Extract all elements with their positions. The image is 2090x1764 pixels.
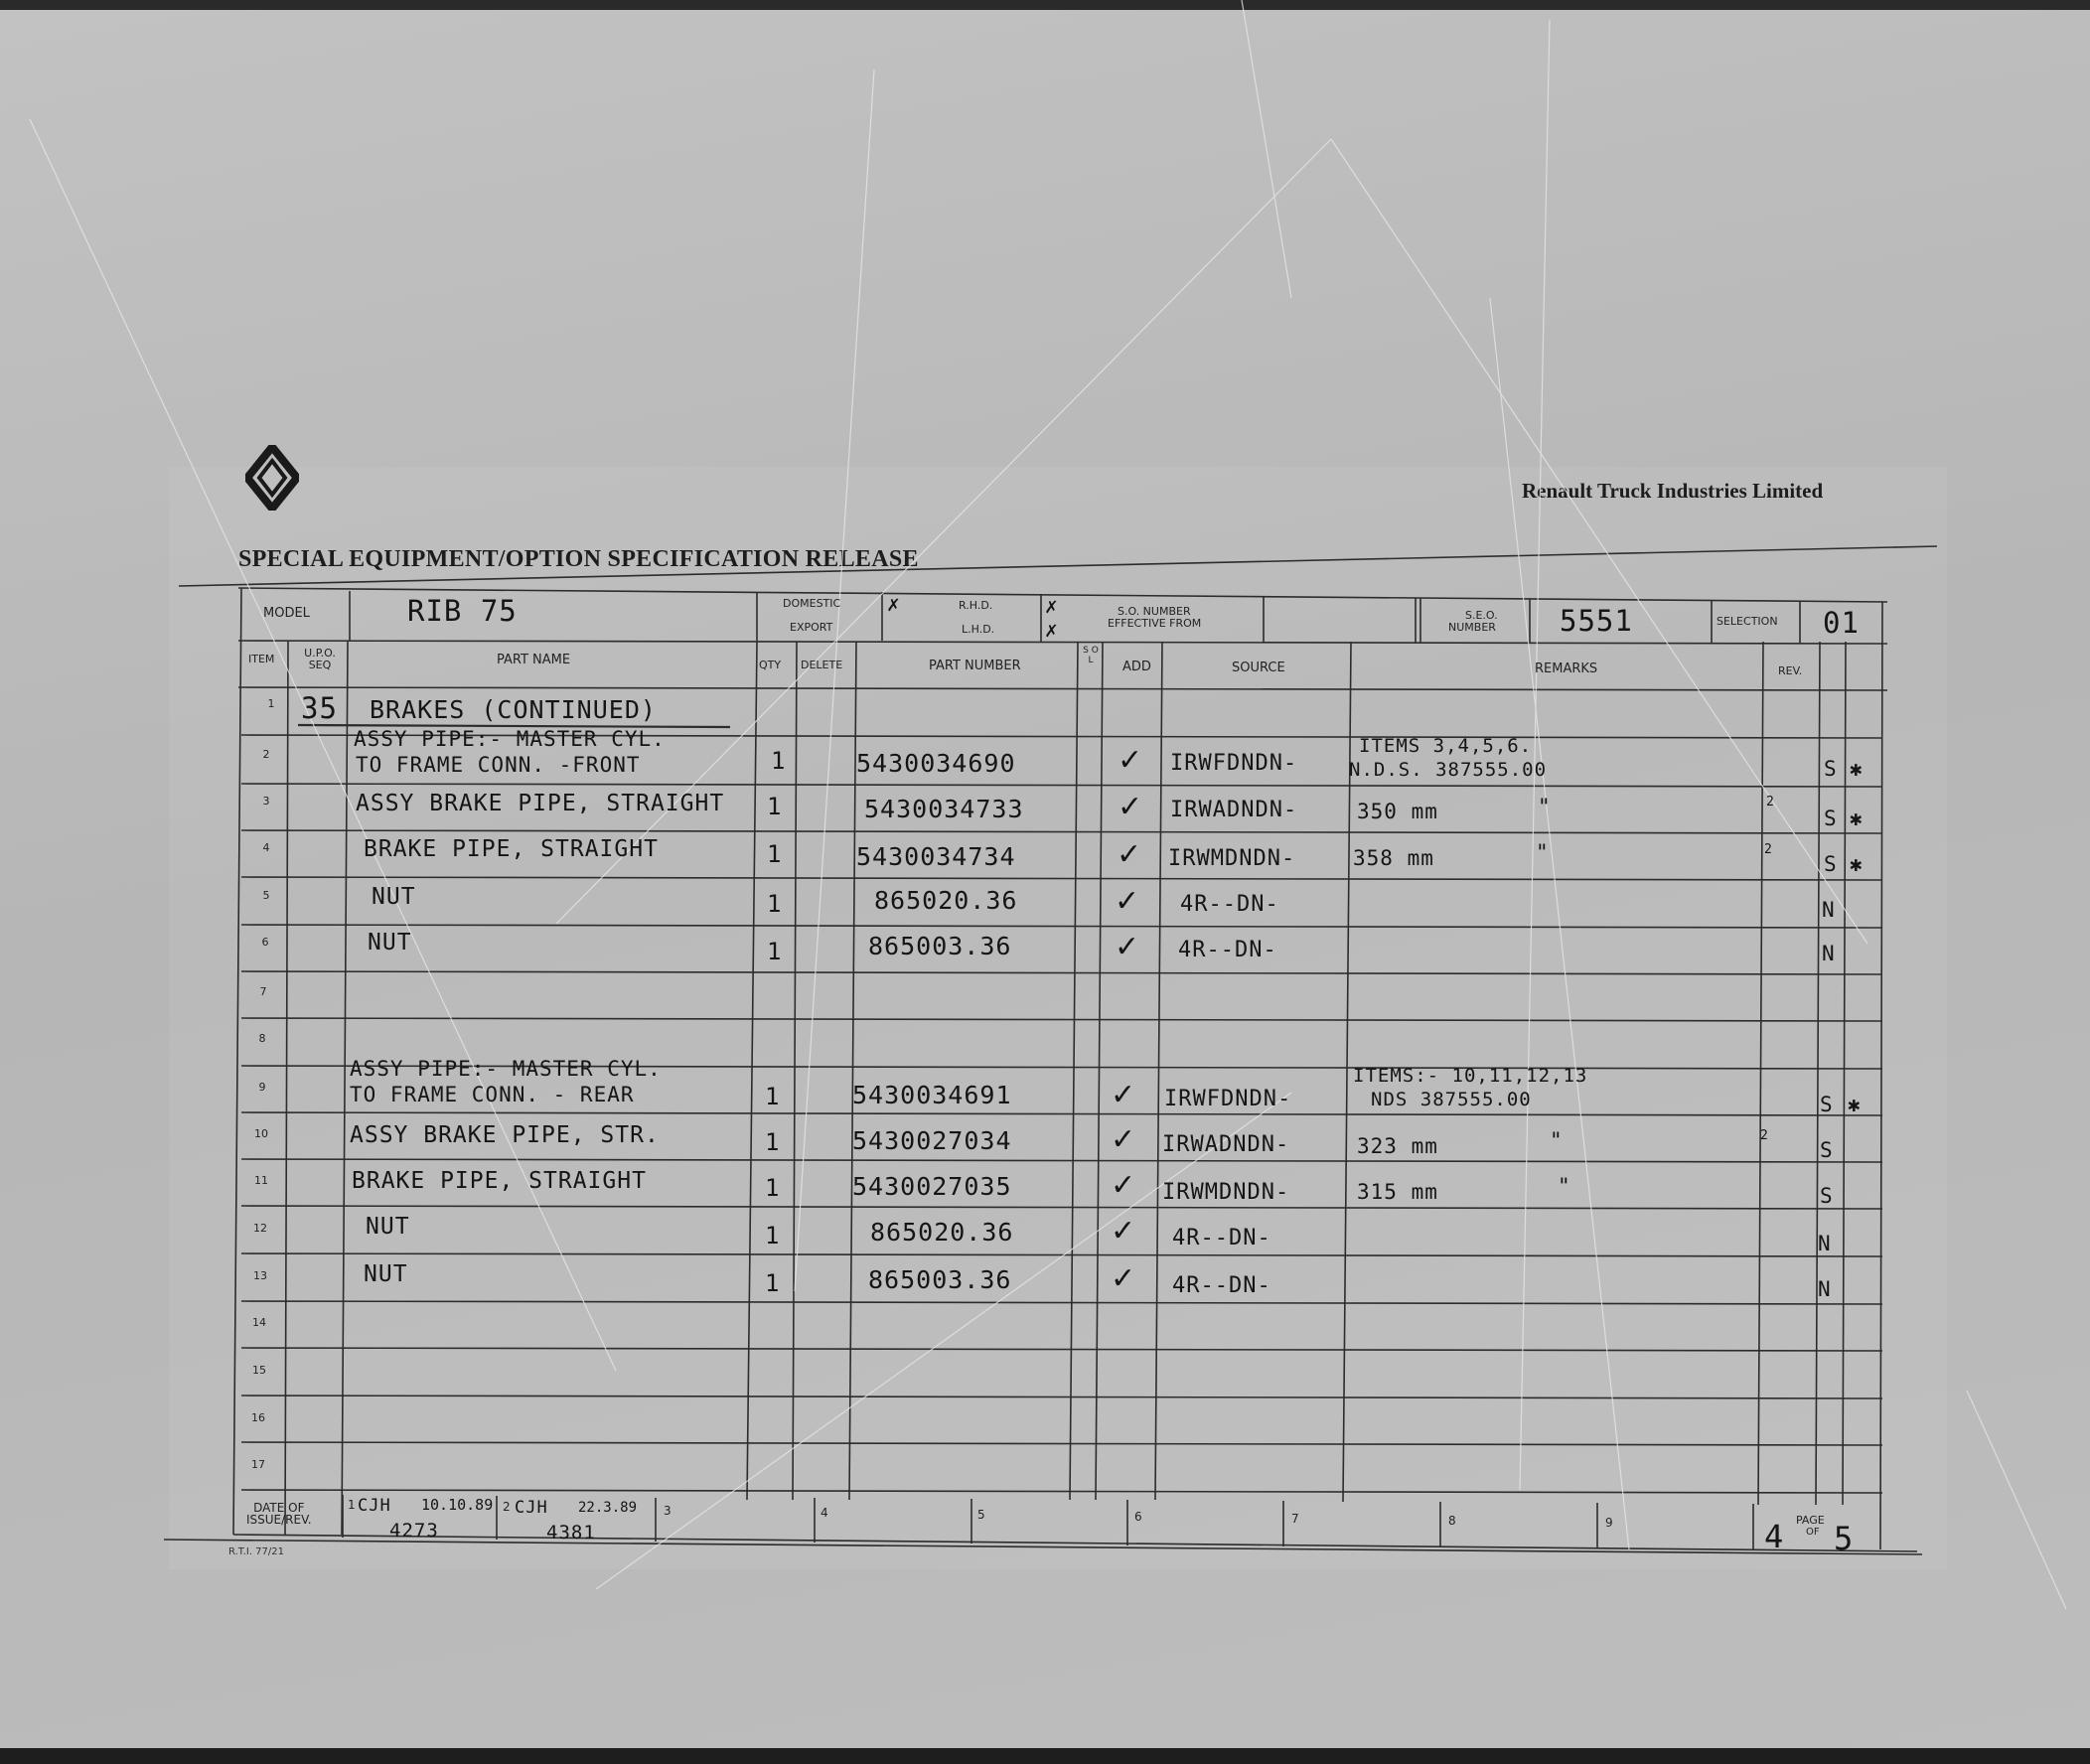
- item-number: 11: [254, 1174, 268, 1187]
- qty-value: 1: [765, 1269, 781, 1297]
- page-label: PAGE: [1796, 1514, 1825, 1527]
- seo-number-value: 5551: [1560, 604, 1633, 638]
- item-number: 1: [267, 697, 275, 710]
- col-part-name: PART NAME: [497, 653, 571, 667]
- ditto-mark: ": [1538, 795, 1552, 818]
- remarks-value: 315 mm: [1357, 1180, 1438, 1204]
- add-checkmark: ✓: [1117, 837, 1143, 872]
- rev-value: 2: [1760, 1128, 1769, 1143]
- add-checkmark: ✓: [1111, 1078, 1137, 1112]
- add-checkmark: ✓: [1111, 1168, 1137, 1203]
- date-of-issue-label: [246, 1502, 312, 1526]
- section-heading: BRAKES (CONTINUED): [370, 695, 657, 724]
- qty-value: 1: [767, 938, 783, 965]
- rev2-date: 22.3.89: [578, 1500, 638, 1516]
- add-checkmark: ✓: [1118, 743, 1144, 778]
- part-number-value: 865003.36: [868, 1265, 1012, 1294]
- rev2-number: 2: [503, 1500, 511, 1514]
- rev-slot-number: 6: [1134, 1510, 1142, 1524]
- rev1-number: 1: [348, 1498, 356, 1512]
- lhd-label: L.H.D.: [962, 623, 995, 636]
- status-flag: S: [1820, 1138, 1834, 1162]
- add-checkmark: ✓: [1111, 1122, 1137, 1157]
- status-flag: S: [1820, 1184, 1834, 1208]
- part-name: NUT: [364, 1261, 408, 1287]
- part-name: TO FRAME CONN. - REAR: [350, 1083, 635, 1106]
- selection-label: SELECTION: [1717, 615, 1778, 628]
- add-checkmark: ✓: [1115, 884, 1141, 919]
- item-number: 7: [259, 985, 267, 998]
- item-number: 14: [252, 1316, 266, 1329]
- seo-number-label: NUMBER: [1448, 621, 1496, 634]
- rev-slot-number: 3: [664, 1504, 672, 1518]
- part-number-value: 5430034691: [852, 1081, 1012, 1109]
- item-number: 9: [258, 1081, 266, 1094]
- remarks-value: 323 mm: [1357, 1134, 1438, 1158]
- seo-label: S.E.O.: [1465, 609, 1498, 622]
- rev-slot-number: 7: [1291, 1512, 1299, 1526]
- issue-rev-label: ISSUE/REV.: [246, 1513, 312, 1527]
- part-name: NUT: [372, 884, 416, 910]
- asterisk-mark: ✱: [1848, 1093, 1862, 1116]
- item-number: 10: [254, 1127, 268, 1140]
- rev-value: 2: [1764, 842, 1773, 857]
- page-number: 4: [1764, 1518, 1785, 1555]
- part-name: BRAKE PIPE, STRAIGHT: [364, 836, 659, 862]
- scan-bottom-border: [0, 1748, 2090, 1764]
- source-value: 4R--DN-: [1172, 1226, 1271, 1250]
- source-value: IRWFDNDN-: [1170, 751, 1298, 776]
- asterisk-mark: ✱: [1850, 757, 1864, 781]
- remarks-value: ITEMS 3,4,5,6.: [1359, 735, 1533, 757]
- item-number: 13: [253, 1269, 267, 1282]
- export-label: EXPORT: [790, 621, 833, 634]
- item-number: 15: [252, 1364, 266, 1377]
- item-number: 16: [251, 1411, 265, 1424]
- remarks-value: 350 mm: [1357, 800, 1438, 823]
- rhd-label: R.H.D.: [959, 599, 993, 612]
- rev2-reference: 4381: [546, 1522, 596, 1544]
- rev2-initials: CJH: [515, 1498, 548, 1518]
- remarks-value: 358 mm: [1353, 846, 1434, 870]
- part-number-value: 5430027034: [852, 1126, 1012, 1155]
- status-flag: S: [1824, 852, 1838, 876]
- domestic-label: DOMESTIC: [783, 597, 841, 610]
- domestic-mark: ✗: [887, 592, 901, 616]
- company-name: Renault Truck Industries Limited: [1522, 479, 1824, 503]
- source-value: IRWMDNDN-: [1168, 846, 1296, 871]
- part-name: BRAKE PIPE, STRAIGHT: [352, 1168, 647, 1194]
- model-value: RIB 75: [407, 594, 518, 628]
- qty-value: 1: [765, 1083, 781, 1110]
- source-value: 4R--DN-: [1172, 1273, 1271, 1298]
- item-number: 8: [258, 1032, 266, 1045]
- source-value: IRWADNDN-: [1170, 798, 1298, 822]
- add-checkmark: ✓: [1118, 790, 1144, 824]
- rev1-initials: CJH: [358, 1496, 391, 1516]
- col-qty: QTY: [759, 659, 782, 671]
- col-item: ITEM: [248, 653, 275, 665]
- col-remarks: REMARKS: [1535, 662, 1598, 676]
- asterisk-mark: ✱: [1850, 852, 1864, 876]
- source-value: 4R--DN-: [1178, 938, 1277, 962]
- status-flag: N: [1822, 942, 1836, 965]
- add-checkmark: ✓: [1111, 1214, 1137, 1249]
- qty-value: 1: [765, 1174, 781, 1202]
- rev1-reference: 4273: [389, 1520, 439, 1542]
- qty-value: 1: [767, 840, 783, 868]
- item-number: 4: [262, 841, 270, 854]
- part-number-value: 865020.36: [870, 1218, 1014, 1247]
- qty-value: 1: [765, 1128, 781, 1156]
- upo-seq-value: 35: [301, 691, 338, 725]
- status-flag: N: [1818, 1277, 1832, 1301]
- part-name: NUT: [368, 930, 412, 956]
- source-value: IRWFDNDN-: [1164, 1087, 1292, 1111]
- col-upo-seq: U.P.O. SEQ: [304, 647, 336, 671]
- item-number: 3: [262, 795, 270, 808]
- part-name: ASSY BRAKE PIPE, STR.: [350, 1122, 660, 1148]
- col-part-number: PART NUMBER: [929, 659, 1021, 673]
- col-rev: REV.: [1778, 664, 1803, 677]
- col-sol: S O L: [1083, 646, 1099, 665]
- item-number: 5: [262, 889, 270, 902]
- part-name: ASSY PIPE:- MASTER CYL.: [350, 1057, 662, 1081]
- effective-from-label: EFFECTIVE FROM: [1108, 617, 1202, 630]
- col-source: SOURCE: [1232, 661, 1285, 675]
- asterisk-mark: ✱: [1850, 807, 1864, 830]
- part-number-value: 865020.36: [874, 886, 1018, 915]
- remarks-value: ITEMS:- 10,11,12,13: [1353, 1065, 1588, 1087]
- part-name: ASSY PIPE:- MASTER CYL.: [354, 727, 666, 751]
- status-flag: N: [1818, 1232, 1832, 1255]
- remarks-value: N.D.S. 387555.00: [1349, 759, 1548, 781]
- part-number-value: 5430027035: [852, 1172, 1012, 1201]
- rhd-mark: ✗: [1045, 594, 1059, 618]
- model-label: MODEL: [263, 606, 310, 621]
- item-number: 12: [253, 1222, 267, 1235]
- form-title: SPECIAL EQUIPMENT/OPTION SPECIFICATION RELEASE: [238, 546, 919, 572]
- ditto-mark: ": [1558, 1174, 1571, 1198]
- qty-value: 1: [765, 1222, 781, 1250]
- selection-value: 01: [1823, 606, 1860, 640]
- remarks-value: NDS 387555.00: [1371, 1089, 1532, 1110]
- status-flag: S: [1824, 757, 1838, 781]
- part-name: TO FRAME CONN. -FRONT: [356, 753, 641, 777]
- item-number: 6: [261, 936, 269, 949]
- part-number-value: 5430034733: [864, 795, 1024, 823]
- part-number-value: 5430034734: [856, 842, 1016, 871]
- col-add: ADD: [1122, 660, 1151, 674]
- part-number-value: 5430034690: [856, 749, 1016, 778]
- so-number-label: S.O. NUMBER: [1118, 605, 1191, 618]
- status-flag: S: [1824, 807, 1838, 830]
- source-value: IRWADNDN-: [1162, 1132, 1290, 1157]
- rev-slot-number: 5: [977, 1508, 985, 1522]
- status-flag: S: [1820, 1093, 1834, 1116]
- add-checkmark: ✓: [1111, 1261, 1137, 1296]
- qty-value: 1: [771, 747, 787, 775]
- page-total: 5: [1834, 1520, 1855, 1557]
- form-code: R.T.I. 77/21: [228, 1546, 284, 1557]
- ditto-mark: ": [1536, 840, 1550, 864]
- rev-value: 2: [1766, 795, 1775, 809]
- rev-slot-number: 8: [1448, 1514, 1456, 1528]
- qty-value: 1: [767, 793, 783, 820]
- of-label: OF: [1806, 1527, 1820, 1538]
- add-checkmark: ✓: [1115, 930, 1141, 964]
- part-name: NUT: [366, 1214, 410, 1240]
- source-value: IRWMDNDN-: [1162, 1180, 1290, 1205]
- date-of-label: DATE OF: [253, 1501, 305, 1515]
- source-value: 4R--DN-: [1180, 892, 1279, 917]
- col-delete: DELETE: [801, 659, 843, 671]
- qty-value: 1: [767, 890, 783, 918]
- rev-slot-number: 4: [821, 1506, 828, 1520]
- rev-slot-number: 9: [1605, 1516, 1613, 1530]
- part-number-value: 865003.36: [868, 932, 1012, 960]
- status-flag: N: [1822, 898, 1836, 922]
- part-name: ASSY BRAKE PIPE, STRAIGHT: [356, 791, 725, 816]
- item-number: 2: [262, 748, 270, 761]
- item-number: 17: [251, 1458, 265, 1471]
- ditto-mark: ": [1550, 1128, 1564, 1152]
- rev1-date: 10.10.89: [421, 1496, 494, 1514]
- lhd-mark: ✗: [1045, 618, 1059, 642]
